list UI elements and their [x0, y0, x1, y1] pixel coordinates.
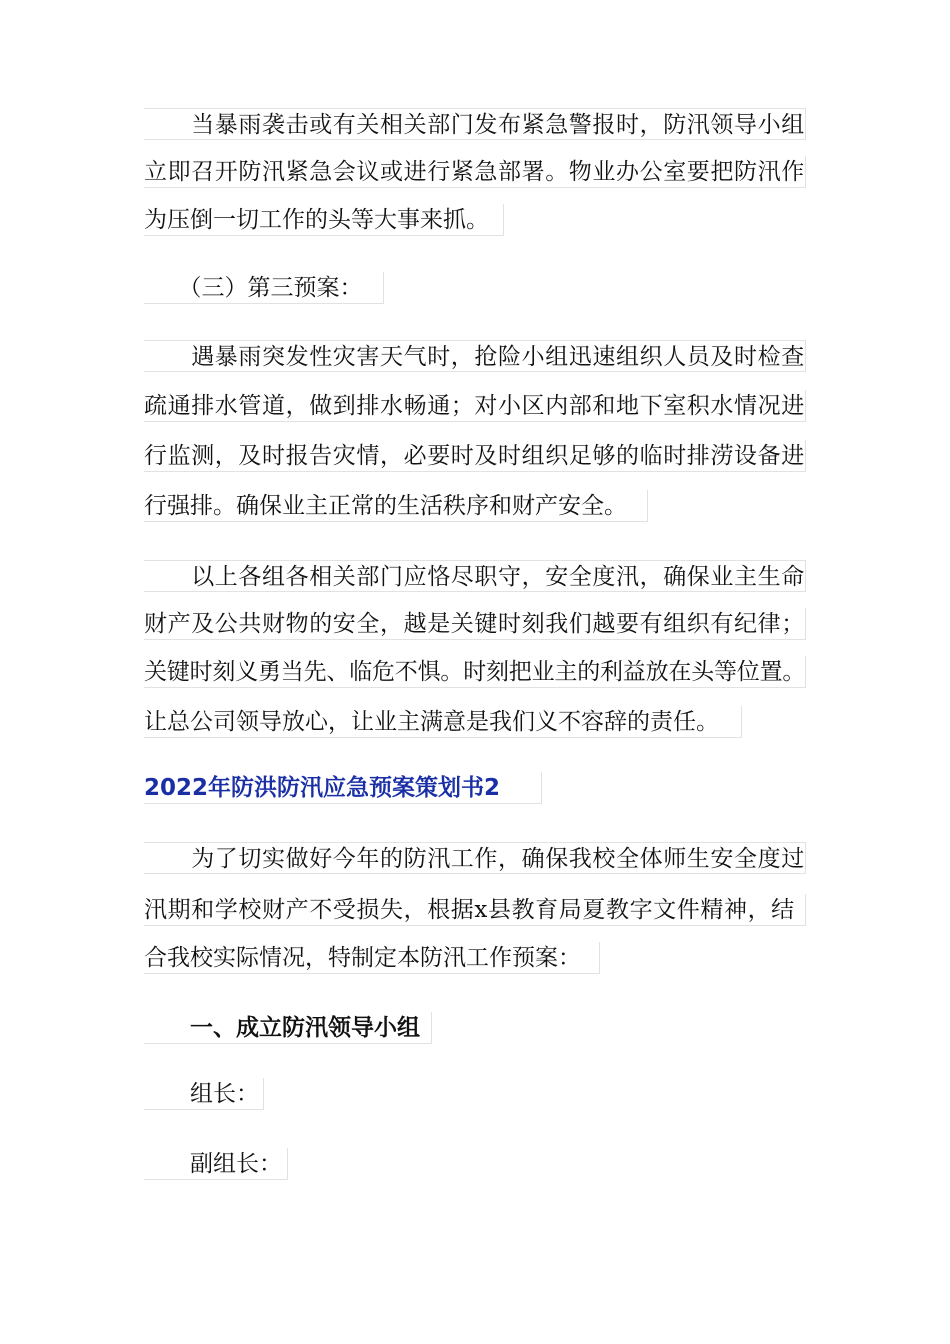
paragraph-line: 关键时刻义勇当先、临危不惧。时刻把业主的利益放在头等位置。: [144, 656, 806, 688]
paragraph-line: 当暴雨袭击或有关相关部门发布紧急警报时，防汛领导小组: [144, 108, 806, 140]
paragraph-line: 行强排。确保业主正常的生活秩序和财产安全。: [144, 490, 648, 522]
document-title: 2022年防洪防汛应急预案策划书2: [144, 772, 542, 804]
paragraph-line: 为压倒一切工作的头等大事来抓。: [144, 204, 504, 236]
section-heading: 一、成立防汛领导小组: [144, 1012, 432, 1044]
paragraph-line: 财产及公共财物的安全，越是关键时刻我们越要有组织有纪律；: [144, 608, 806, 640]
deputy-leader-label: 副组长：: [144, 1148, 288, 1180]
paragraph-line: 以上各组各相关部门应恪尽职守，安全度汛，确保业主生命: [144, 560, 806, 592]
paragraph-line: 合我校实际情况，特制定本防汛工作预案：: [144, 942, 600, 974]
paragraph-line: 行监测，及时报告灾情，必要时及时组织足够的临时排涝设备进: [144, 440, 806, 472]
paragraph-line: 让总公司领导放心，让业主满意是我们义不容辞的责任。: [144, 706, 742, 738]
paragraph-line: 立即召开防汛紧急会议或进行紧急部署。物业办公室要把防汛作: [144, 156, 806, 188]
paragraph-line: 遇暴雨突发性灾害天气时，抢险小组迅速组织人员及时检查: [144, 340, 806, 372]
paragraph-line: 汛期和学校财产不受损失，根据x县教育局夏教字文件精神，结: [144, 894, 806, 926]
leader-label: 组长：: [144, 1078, 264, 1110]
subsection-heading: （三）第三预案：: [144, 272, 384, 304]
paragraph-line: 疏通排水管道，做到排水畅通；对小区内部和地下室积水情况进: [144, 390, 806, 422]
paragraph-line: 为了切实做好今年的防汛工作，确保我校全体师生安全度过: [144, 842, 806, 874]
